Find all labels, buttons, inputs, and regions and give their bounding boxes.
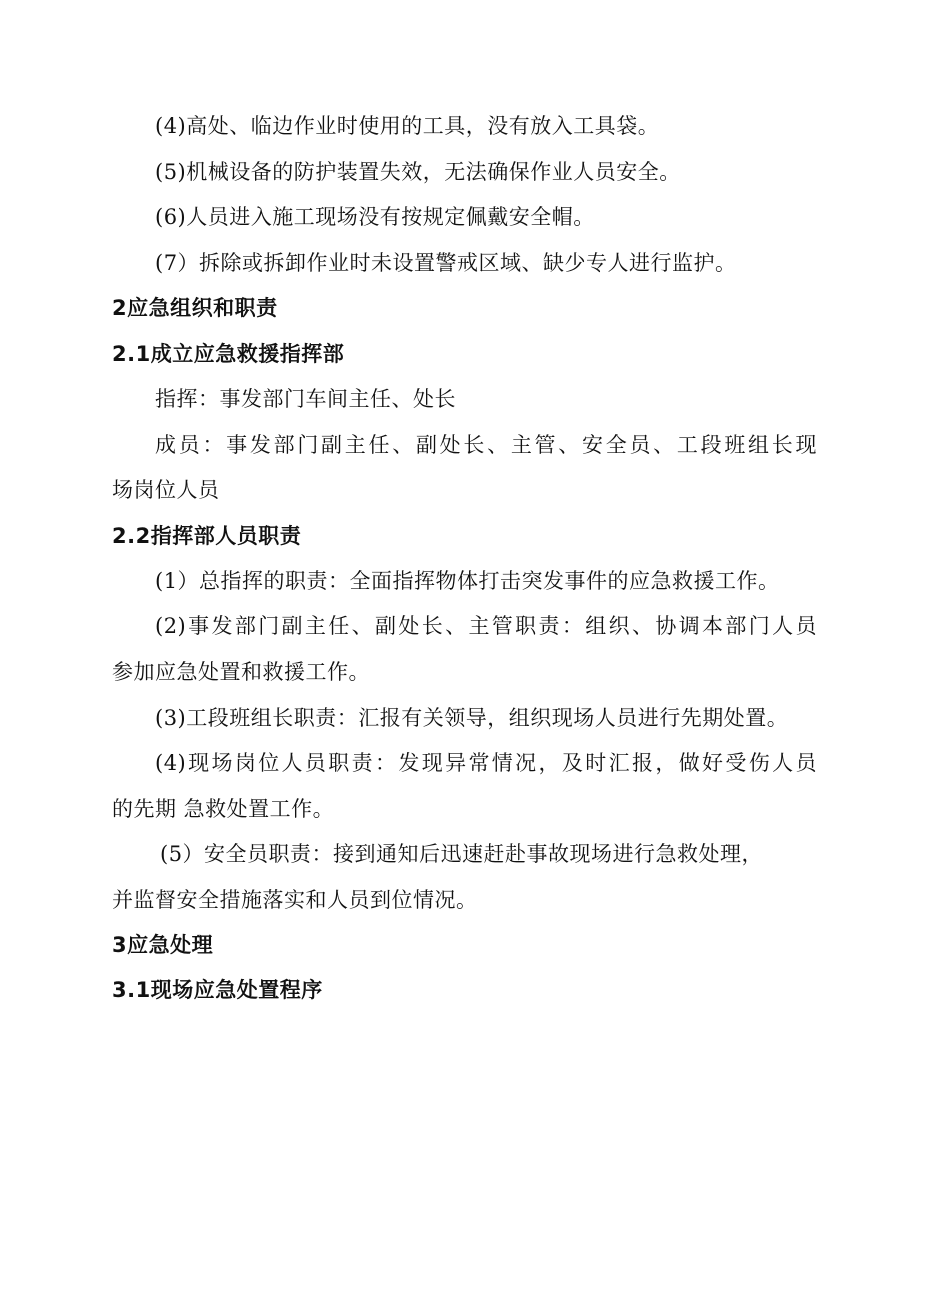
paragraph-line: (5)机械设备的防护装置失效，无法确保作业人员安全。: [155, 160, 681, 184]
paragraph-line: 指挥：事发部门车间主任、处长: [155, 387, 456, 411]
subsection-heading: 3.1现场应急处置程序: [112, 978, 323, 1002]
paragraph-line: (5）安全员职责：接到通知后迅速赶赴事故现场进行急救处理，: [160, 842, 764, 866]
paragraph-line: (7）拆除或拆卸作业时未设置警戒区域、缺少专人进行监护。: [155, 251, 737, 275]
paragraph-line: (3)工段班组长职责：汇报有关领导，组织现场人员进行先期处置。: [155, 706, 789, 730]
subsection-heading: 2.1成立应急救援指挥部: [112, 342, 345, 366]
paragraph-line: (2)事发部门副主任、副处长、主管职责：组织、协调本部门人员: [155, 614, 817, 638]
paragraph-line: 的先期 急救处置工作。: [112, 797, 335, 821]
paragraph-line: (4)高处、临边作业时使用的工具，没有放入工具袋。: [155, 114, 660, 138]
section-heading: 3应急处理: [112, 933, 214, 957]
section-heading: 2应急组织和职责: [112, 296, 278, 320]
subsection-heading: 2.2指挥部人员职责: [112, 524, 302, 548]
paragraph-line: 参加应急处置和救援工作。: [112, 660, 370, 684]
paragraph-line: 并监督安全措施落实和人员到位情况。: [112, 888, 478, 912]
paragraph-line: (4)现场岗位人员职责：发现异常情况，及时汇报，做好受伤人员: [155, 751, 817, 775]
paragraph-line: 场岗位人员: [112, 478, 220, 502]
paragraph-line: (1）总指挥的职责：全面指挥物体打击突发事件的应急救援工作。: [155, 569, 780, 593]
paragraph-line: 成员：事发部门副主任、副处长、主管、安全员、工段班组长现: [155, 433, 817, 457]
paragraph-line: (6)人员进入施工现场没有按规定佩戴安全帽。: [155, 205, 595, 229]
